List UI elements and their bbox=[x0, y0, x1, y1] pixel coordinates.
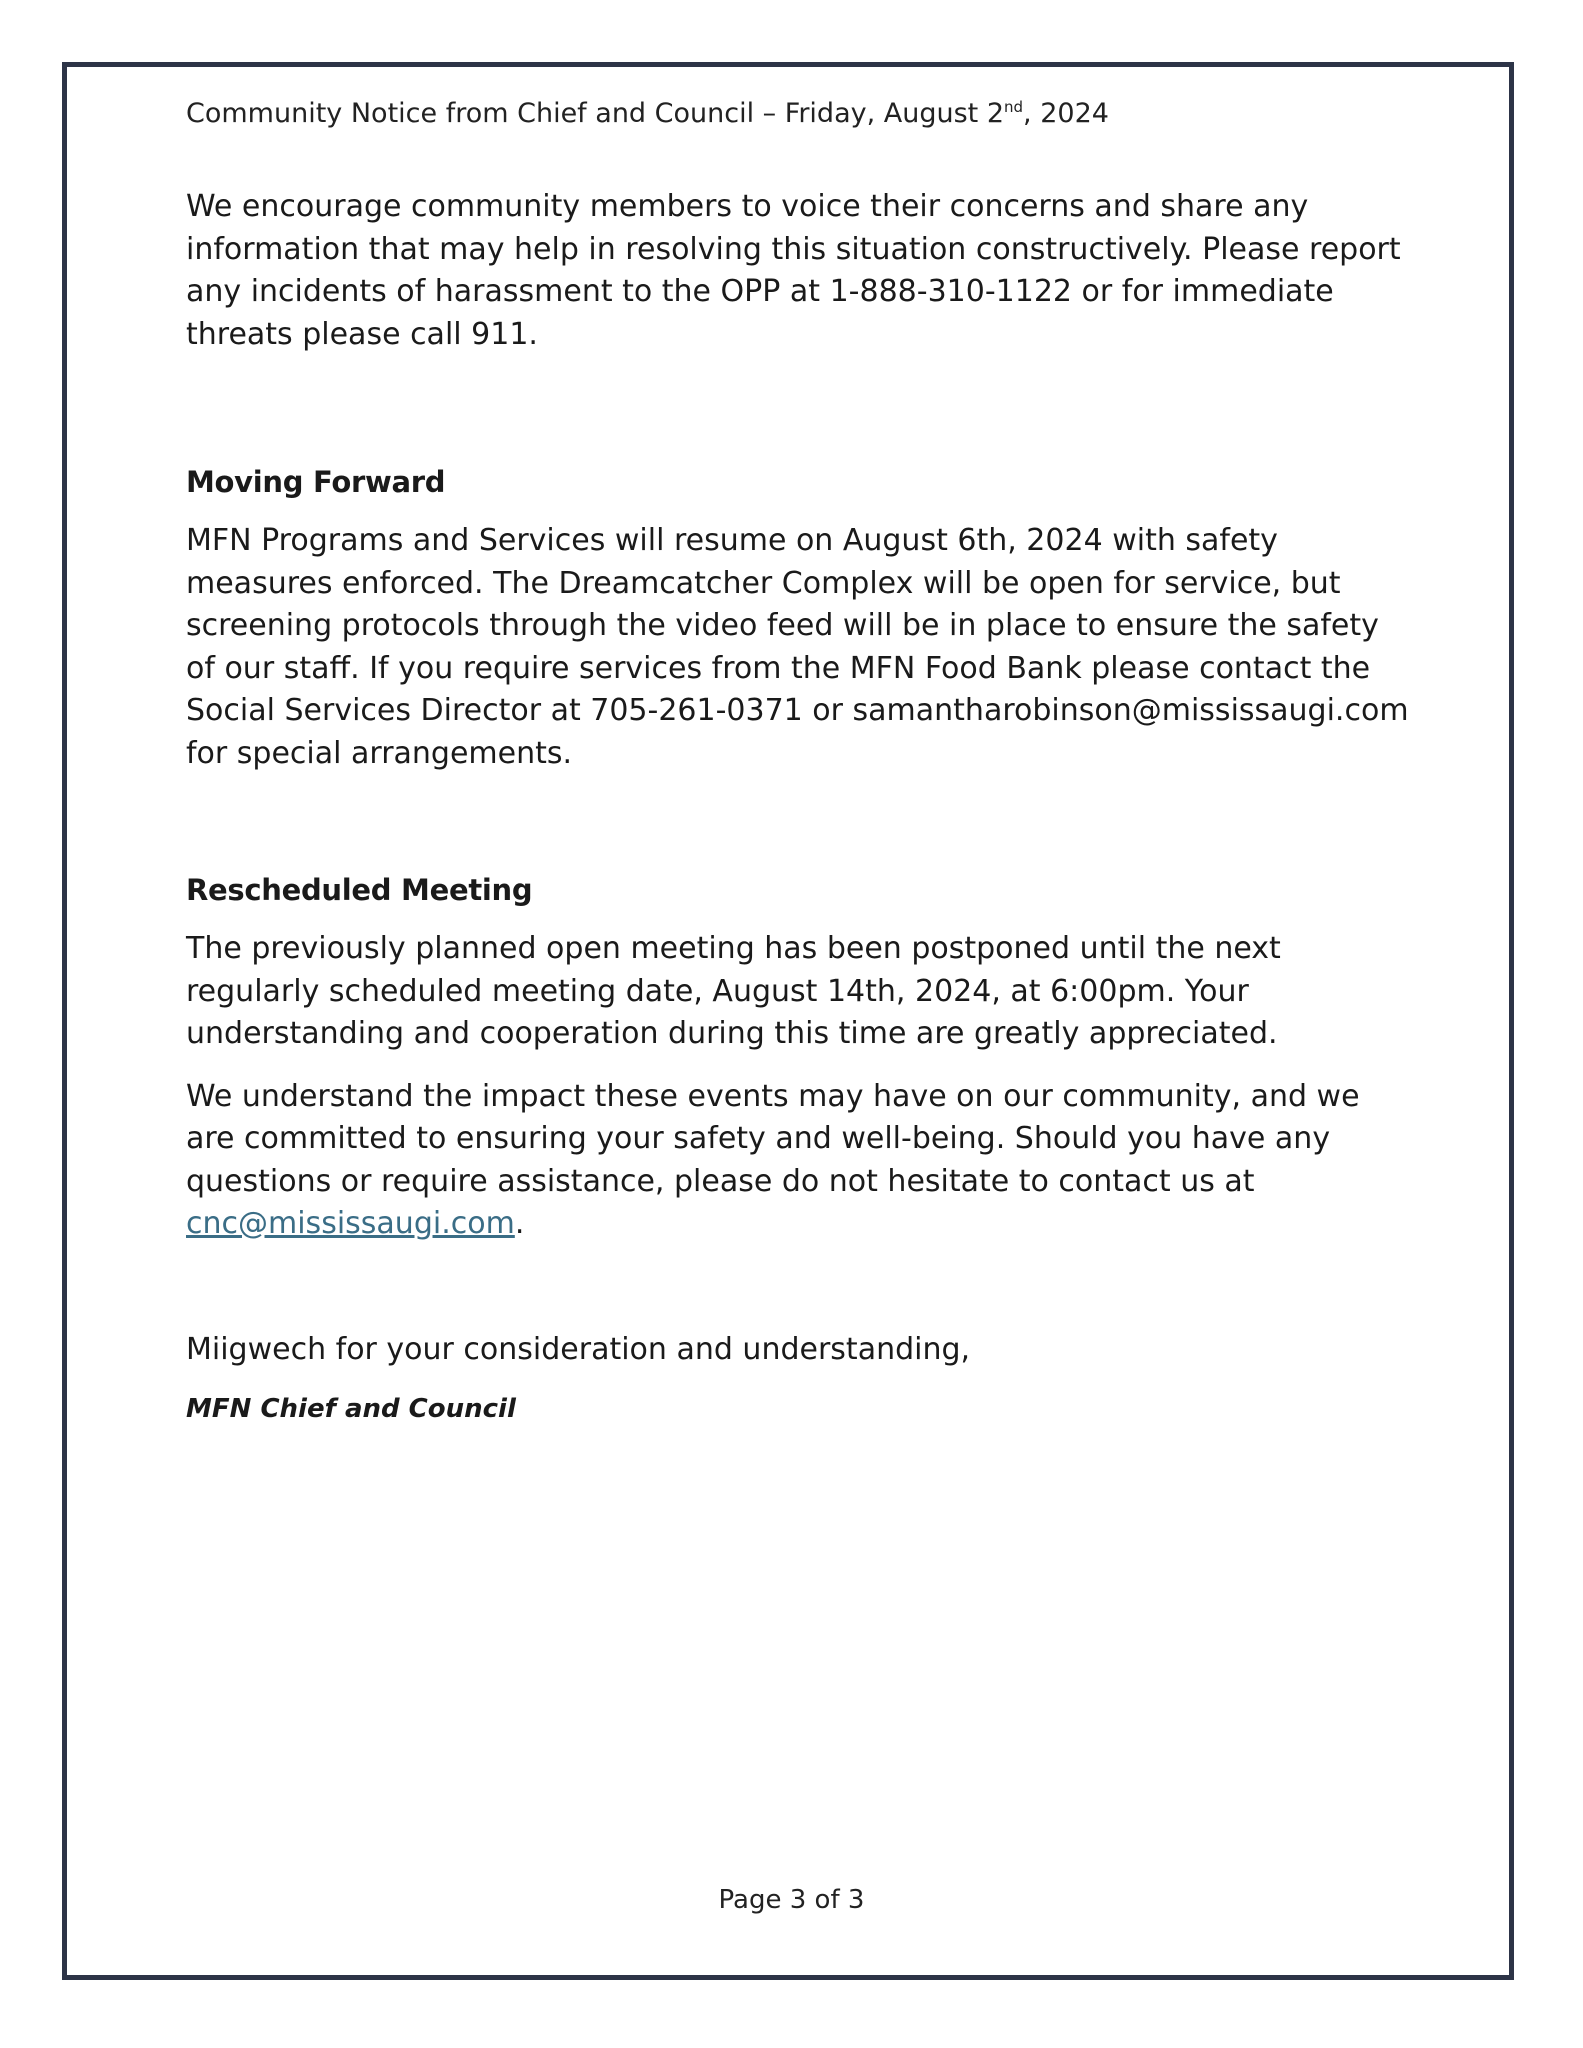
rescheduled-meeting-heading: Rescheduled Meeting bbox=[186, 873, 533, 907]
header-title-suffix: , 2024 bbox=[1023, 98, 1109, 129]
intro-paragraph: We encourage community members to voice their concerns and share any information that may help in resolving this situation constructively. Please report any incidents of harassment to the OPP at 1-888-310-1122 or for immediate threats please call 911. bbox=[186, 189, 1401, 352]
header-title-superscript: nd bbox=[1004, 98, 1024, 116]
moving-forward-heading: Moving Forward bbox=[186, 465, 446, 499]
contact-email-link[interactable]: cnc@mississaugi.com bbox=[186, 1206, 515, 1241]
salutation: Miigwech for your consideration and understanding, bbox=[186, 1331, 971, 1367]
page-number: Page 3 of 3 bbox=[718, 1885, 865, 1915]
closing-paragraph bbox=[186, 1076, 1416, 1246]
rescheduled-meeting-paragraph: The previously planned open meeting has been postponed until the next regularly scheduled meeting date, August 14th, 2024, at 6:00pm. Your understanding and cooperation during this time are greatly appreciated. bbox=[186, 931, 1281, 1051]
closing-paragraph-text: We understand the impact these events may have on our community, and we are committed to ensuring your safety and well-being. Should you have any questions or require assistance, please do not hesitate to contact us at bbox=[186, 1078, 1360, 1199]
closing-period: . bbox=[514, 1206, 525, 1241]
notice-header bbox=[186, 96, 1416, 132]
signature: MFN Chief and Council bbox=[186, 1394, 516, 1424]
header-title-prefix: Community Notice from Chief and Council – Friday, August 2 bbox=[186, 98, 1005, 129]
moving-forward-paragraph: MFN Programs and Services will resume on August 6th, 2024 with safety measures enforced. The Dreamcatcher Complex will be open for service, but screening protocols through the video feed will be in place to ensure the safety of our staff. If you require services from the MFN Food Bank please contact the Social Services Director at 705-261-0371 or samantharobinson@mississaugi.com for special arrangements. bbox=[186, 523, 1409, 771]
document-body bbox=[186, 96, 1416, 1427]
